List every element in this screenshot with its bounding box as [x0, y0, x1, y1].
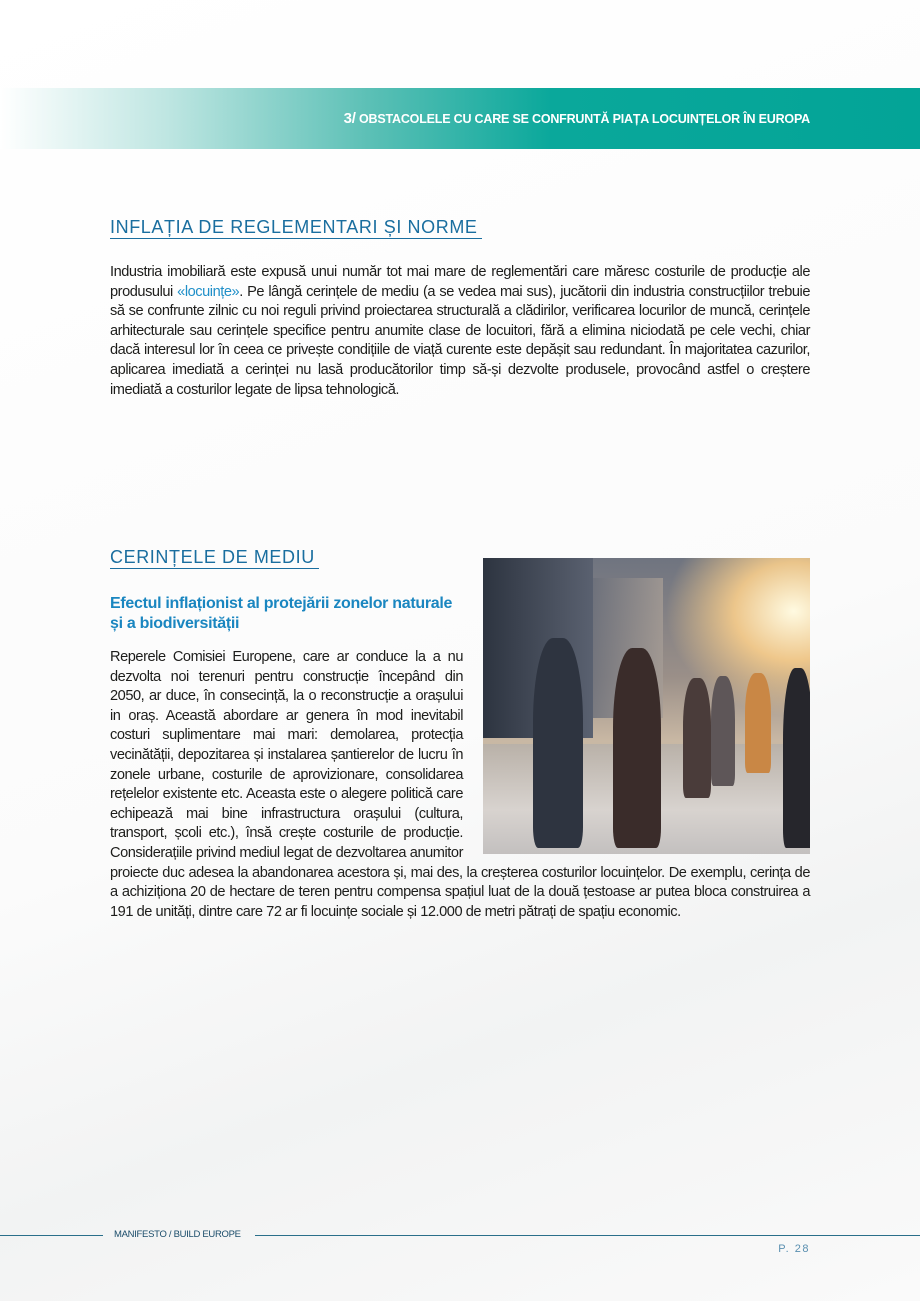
photo-person	[745, 673, 771, 773]
photo-person	[533, 638, 583, 848]
photo-person	[783, 668, 810, 848]
section-paragraph	[110, 263, 810, 400]
chapter-header-band	[0, 88, 920, 149]
photo-person	[613, 648, 661, 848]
street-crowd-photo	[483, 558, 810, 854]
section-paragraph: Reperele Comisiei Europene, care ar conduce la a nu dezvolta noi terenuri pentru construcție începând din 2050, ar duce, în consecință, la o reconstrucție a orașului in oraș. Această abordare ar genera în mod inevitabil costuri suplimentare mai mari: demolarea, protecția vecinătății, depozitarea și instalarea șantierelor de lucru în zonele urbane, costurile de aprovizionare, consolidarea rețelelor existente etc. Aceasta este o alegere politică care echipează mai bine infrastructura orașului (cultura, transport, școli etc.), însă crește costurile de producție. Considerațiile privind mediul legat de dezvoltarea anumitor proiecte duc adesea la abandonarea acestora și, mai des, la creșterea costurilor locuințelor. De exemplu, cerința de a achiziționa 20 de hectare de teren pentru compensa spațiul luat de la două țestoase ar putea bloca construirea a 191 de unități, dintre care 72 ar fi locuințe sociale și 12.000 de metri pătrați de spațiu economic.	[110, 649, 810, 920]
paragraph-text: . Pe lângă cerințele de mediu (a se vedea mai sus), jucătorii din industria construcțiilor trebuie să se confrunte zilnic cu noi reguli privind proiectarea structurală a clădirilor, verificarea locurilor de muncă, cerințele arhitecturale sau cerințele specifice pentru anumite clase de locuitori, fără a elimina niciodată pe cele vechi, chiar dacă interesul lor în ceea ce privește condițiile de viață curente este depășit sau redundant. În majoritatea cazurilor, aplicarea imediată a cerinței nu lasă producătorilor timp să-și dezvolte produsele, provocând astfel o creștere imediată a costurilor legate de lipsa tehnologică.	[110, 283, 810, 398]
section-regulations	[110, 216, 810, 400]
page-number: P. 28	[778, 1243, 810, 1255]
section-environment	[110, 546, 810, 922]
chapter-title	[344, 110, 810, 127]
chapter-number: 3/	[343, 110, 356, 127]
highlighted-term: «locuințe»	[177, 283, 240, 300]
chapter-title-text: OBSTACOLELE CU CARE SE CONFRUNTĂ PIAȚA LOCUINȚELOR ÎN EUROPA	[359, 112, 810, 126]
section-subtitle: Efectul inflaționist al protejării zonelor naturale și a biodiversității	[110, 595, 453, 632]
section-title: INFLAȚIA DE REGLEMENTARI ȘI NORME	[110, 216, 482, 239]
photo-person	[683, 678, 711, 798]
photo-person	[711, 676, 735, 786]
footer-publication: MANIFESTO / BUILD EUROPE	[114, 1229, 241, 1240]
paragraph-text: Industria imobiliară este expusă unui număr tot mai mare de reglementări care măresc costurile de producție ale produsului	[110, 264, 810, 300]
footer-rule-left	[0, 1235, 103, 1236]
footer-rule-right	[255, 1235, 920, 1236]
section-title: CERINȚELE DE MEDIU	[110, 546, 319, 569]
